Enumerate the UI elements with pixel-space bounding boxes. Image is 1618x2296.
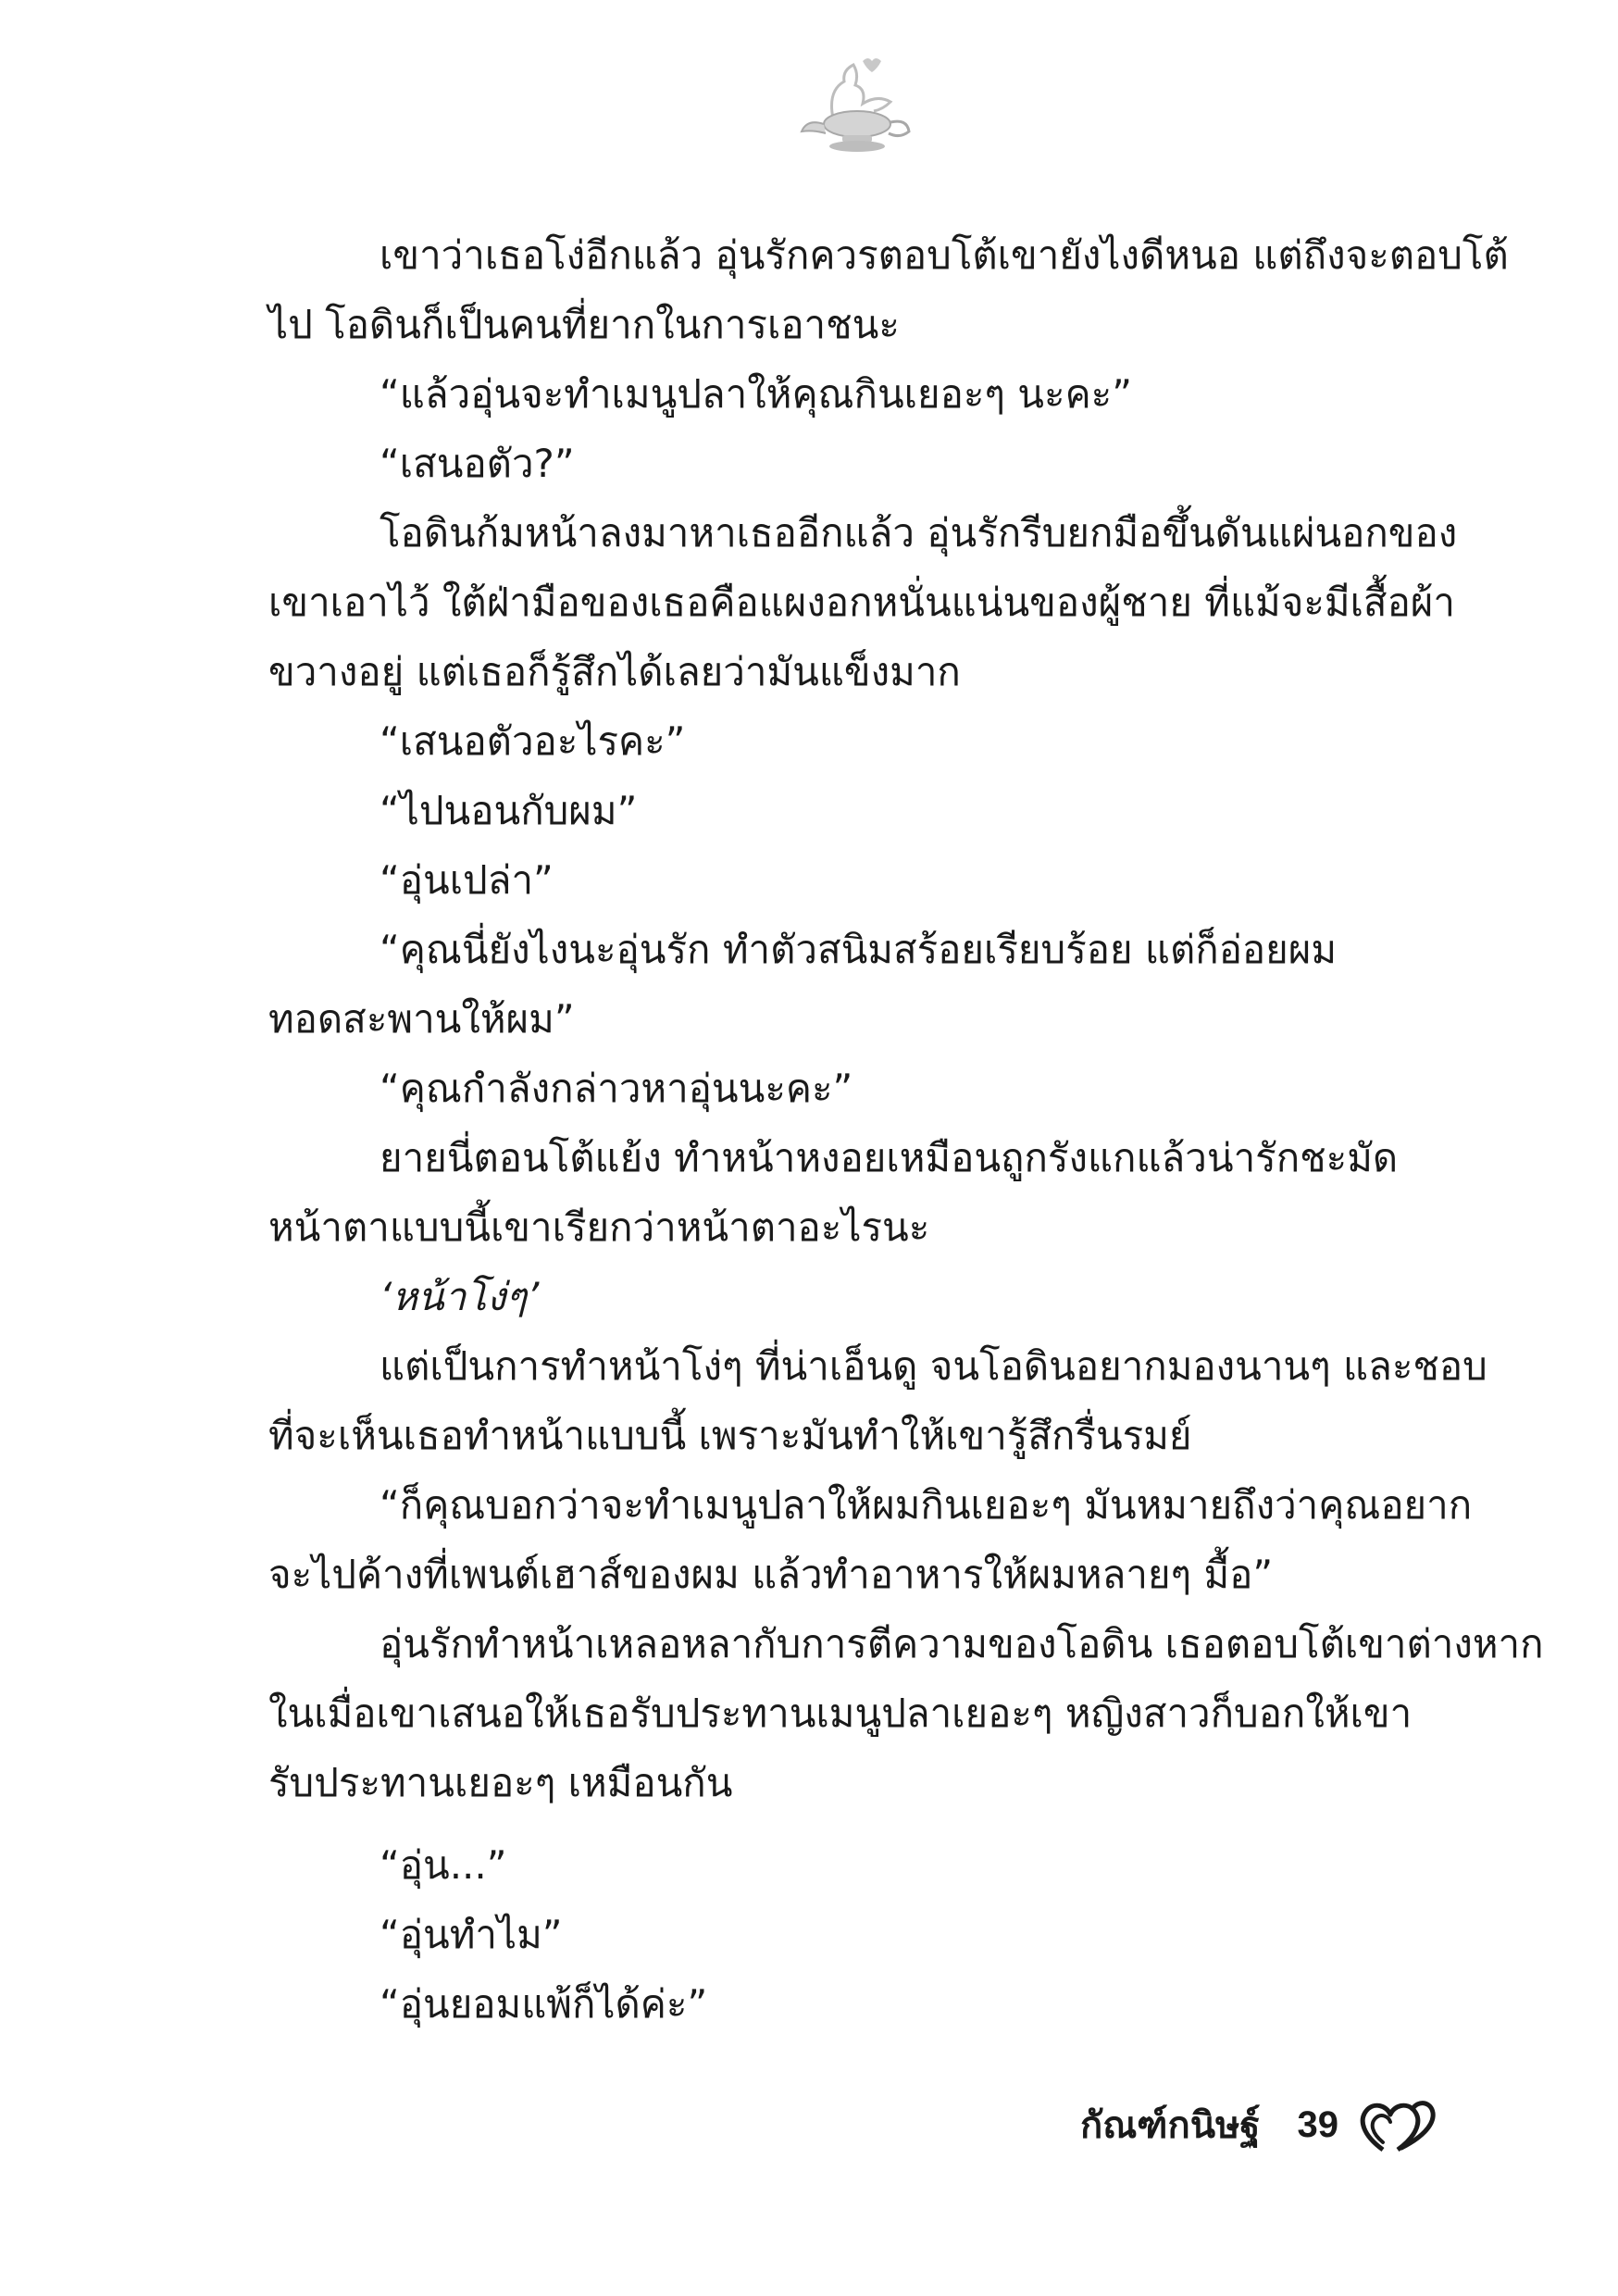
- text-line: อุ่นรักทำหน้าเหลอหลากับการตีความของโอดิน เธอตอบโต้เขาต่างหาก: [380, 1621, 1544, 1666]
- double-heart-icon: [1355, 2092, 1442, 2157]
- text-line: ไป โอดินก็เป็นคนที่ยากในการเอาชนะ: [268, 302, 900, 347]
- text-line: ที่จะเห็นเธอทำหน้าแบบนี้ เพราะมันทำให้เขารู้สึกรื่นรมย์: [268, 1413, 1192, 1458]
- text-line: ‘หน้าโง่ๆ’: [380, 1274, 540, 1319]
- text-line: แต่เป็นการทำหน้าโง่ๆ ที่น่าเอ็นดู จนโอดินอยากมองนานๆ และชอบ: [380, 1343, 1487, 1389]
- text-line: “เสนอตัว?”: [380, 441, 575, 486]
- author-name: กัณฑ์กนิษฐ์: [1079, 2104, 1261, 2147]
- text-line: เขาว่าเธอโง่อีกแล้ว อุ่นรักควรตอบโต้เขายังไงดีหนอ แต่ถึงจะตอบโต้: [380, 232, 1509, 278]
- text-line: “ก็คุณบอกว่าจะทำเมนูปลาให้ผมกินเยอะๆ มันหมายถึงว่าคุณอยาก: [380, 1482, 1473, 1528]
- text-line: “อุ่นทำไม”: [380, 1912, 563, 1957]
- text-line: “คุณกำลังกล่าวหาอุ่นนะคะ”: [380, 1066, 853, 1111]
- text-line: ทอดสะพานให้ผม”: [268, 996, 575, 1042]
- text-line: ขวางอยู่ แต่เธอก็รู้สึกได้เลยว่ามันแข็งมาก: [268, 649, 961, 694]
- text-line: จะไปค้างที่เพนต์เฮาส์ของผม แล้วทำอาหารให้ผมหลายๆ มื้อ”: [268, 1552, 1274, 1597]
- page-number: 39: [1297, 2103, 1338, 2145]
- text-line: “อุ่นยอมแพ้ก็ได้ค่ะ”: [380, 1981, 708, 2027]
- text-line: “อุ่น...”: [380, 1842, 507, 1888]
- text-line: “ไปนอนกับผม”: [380, 788, 638, 833]
- text-line: ยายนี่ตอนโต้แย้ง ทำหน้าหงอยเหมือนถูกรังแกแล้วน่ารักชะมัด: [380, 1135, 1399, 1180]
- text-line: “แล้วอุ่นจะทำเมนูปลาให้คุณกินเยอะๆ นะคะ”: [380, 371, 1132, 417]
- genie-lamp-icon: [789, 54, 918, 156]
- text-line: หน้าตาแบบนี้เขาเรียกว่าหน้าตาอะไรนะ: [268, 1204, 930, 1250]
- text-line: “คุณนี่ยังไงนะอุ่นรัก ทำตัวสนิมสร้อยเรียบร้อย แต่ก็อ่อยผม: [380, 927, 1338, 972]
- text-line: “อุ่นเปล่า”: [380, 857, 554, 903]
- page-footer: [1080, 2092, 1442, 2157]
- text-line: รับประทานเยอะๆ เหมือนกัน: [268, 1760, 733, 1805]
- text-line: ในเมื่อเขาเสนอให้เธอรับประทานเมนูปลาเยอะๆ หญิงสาวก็บอกให้เขา: [268, 1691, 1413, 1736]
- body-text: [268, 220, 1544, 2039]
- text-line: โอดินก้มหน้าลงมาหาเธออีกแล้ว อุ่นรักรีบยกมือขึ้นดันแผ่นอกของ: [380, 510, 1458, 555]
- text-line: เขาเอาไว้ ใต้ฝ่ามือของเธอคือแผงอกหนั่นแน่นของผู้ชาย ที่แม้จะมีเสื้อผ้า: [268, 580, 1455, 625]
- text-line: “เสนอตัวอะไรคะ”: [380, 718, 686, 764]
